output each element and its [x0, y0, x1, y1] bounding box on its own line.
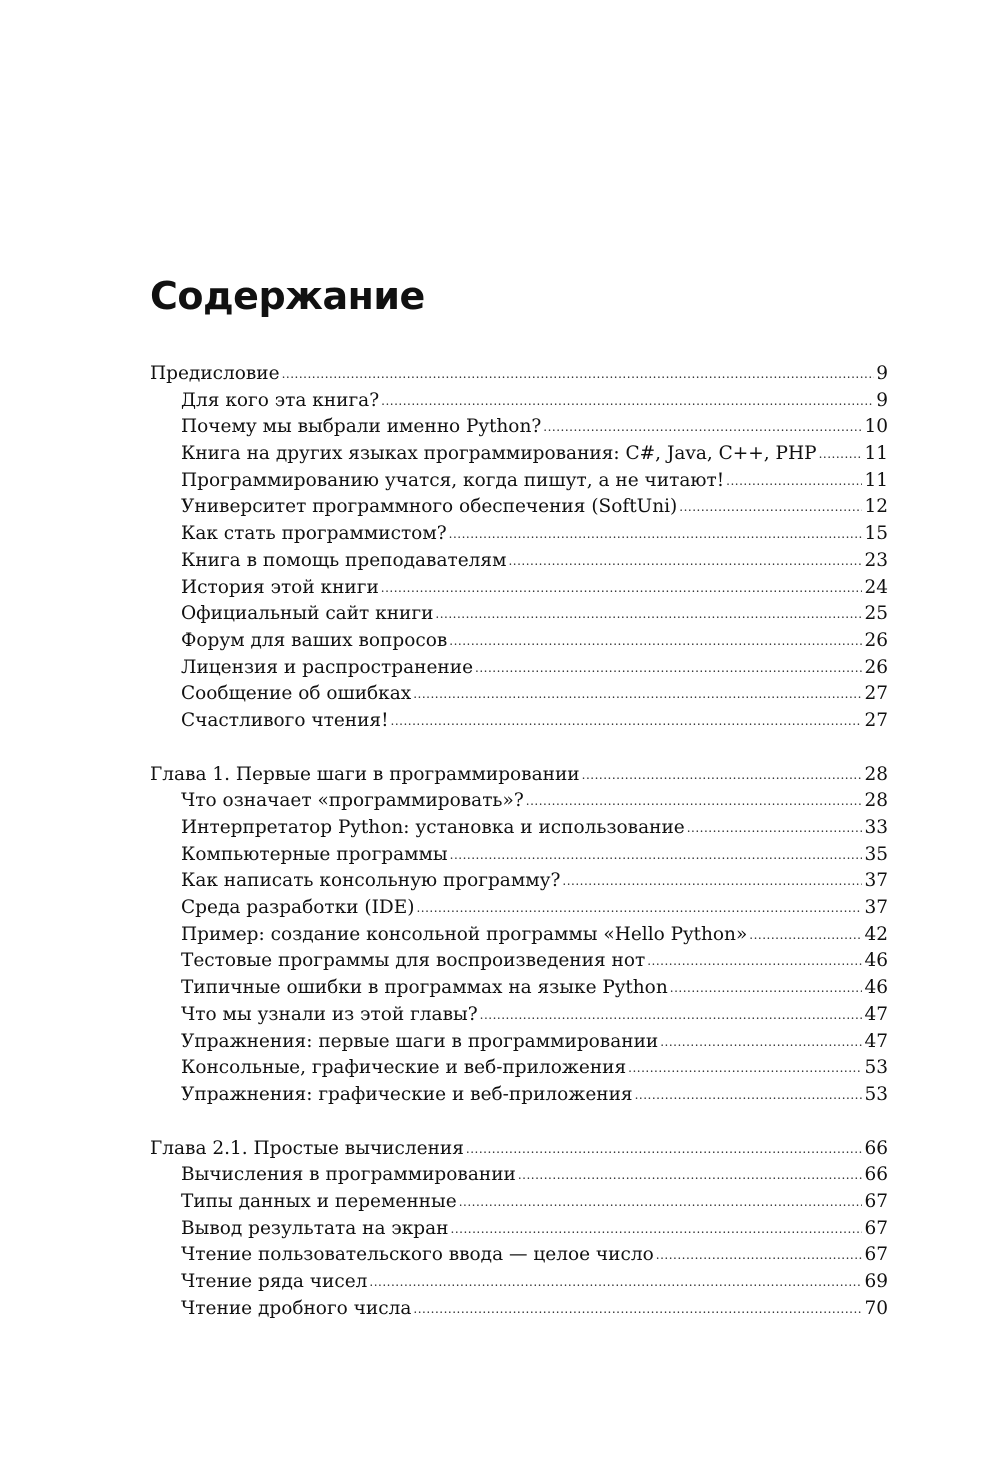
toc-entry-title: Компьютерные программы: [181, 843, 448, 865]
toc-entry[interactable]: [150, 1216, 888, 1243]
toc-entry[interactable]: [150, 521, 888, 548]
toc-entry-title: Чтение ряда чисел: [181, 1271, 368, 1292]
toc-entry[interactable]: [150, 628, 888, 655]
page-number: 67: [864, 1217, 888, 1239]
toc-entry[interactable]: [150, 1162, 888, 1189]
toc-entry-title: Тестовые программы для воспроизведения нот: [181, 950, 646, 972]
dot-leader: [416, 895, 862, 922]
toc-entry-title: Типы данных и переменные: [181, 1190, 457, 1212]
page-number: 67: [864, 1244, 888, 1266]
toc-entry-title: Университет программного обеспечения (SoftUni): [181, 496, 678, 518]
toc-entry-title: Книга на других языках программирования: C#, Java, C++, PHP: [181, 443, 817, 465]
toc-section: [150, 361, 888, 735]
toc-entry[interactable]: [150, 575, 888, 602]
toc-entry-title: Вывод результата на экран: [181, 1217, 449, 1239]
dot-leader: [369, 1269, 862, 1296]
dot-leader: [449, 521, 863, 548]
toc-entry[interactable]: [150, 601, 888, 628]
toc-entry-title: Как стать программистом?: [181, 523, 447, 545]
toc-entry-title: Официальный сайт книги: [181, 603, 434, 625]
page-number: 28: [864, 763, 888, 785]
dot-leader: [466, 1136, 863, 1163]
dot-leader: [508, 548, 862, 575]
page-number: 66: [864, 1137, 888, 1159]
toc-entry[interactable]: [150, 868, 888, 895]
toc-entry-title: Счастливого чтения!: [181, 709, 389, 731]
toc-entry[interactable]: [150, 975, 888, 1002]
page-number: 26: [864, 656, 888, 678]
dot-leader: [635, 1082, 863, 1109]
toc-entry-title: Почему мы выбрали именно Python?: [181, 416, 542, 438]
dot-leader: [726, 468, 862, 495]
page-number: 69: [864, 1271, 888, 1292]
page-number: 66: [864, 1164, 888, 1186]
page-number: 10: [864, 416, 888, 438]
page-number: 47: [864, 1030, 888, 1052]
toc-entry-title: Пример: создание консольной программы «Hello Python»: [181, 923, 748, 945]
toc-entry[interactable]: [150, 388, 888, 415]
page-number: 47: [864, 1003, 888, 1025]
toc-entry[interactable]: [150, 655, 888, 682]
page-title: Содержание: [150, 274, 425, 318]
toc-section: [150, 1136, 888, 1323]
toc-section: [150, 762, 888, 1109]
page-number: 15: [864, 523, 888, 545]
toc-entry[interactable]: [150, 788, 888, 815]
toc-entry[interactable]: [150, 548, 888, 575]
page-number: 9: [876, 363, 888, 384]
dot-leader: [381, 388, 874, 415]
toc-chapter-entry[interactable]: [150, 1136, 888, 1163]
dot-leader: [413, 1296, 862, 1323]
toc-entry-title: Что мы узнали из этой главы?: [181, 1003, 478, 1025]
dot-leader: [381, 575, 863, 602]
toc-entry[interactable]: [150, 1029, 888, 1056]
dot-leader: [656, 1242, 863, 1269]
toc-entry[interactable]: [150, 922, 888, 949]
dot-leader: [435, 601, 862, 628]
dot-leader: [451, 1216, 863, 1243]
page-number: 33: [864, 817, 888, 838]
toc-entry[interactable]: [150, 895, 888, 922]
page-number: 35: [864, 843, 888, 865]
toc-entry[interactable]: [150, 1242, 888, 1269]
toc-entry[interactable]: [150, 494, 888, 521]
dot-leader: [282, 361, 875, 388]
page-number: 46: [864, 977, 888, 999]
page-number: 27: [864, 683, 888, 705]
page-number: 53: [864, 1083, 888, 1105]
toc-entry-title: История этой книги: [181, 576, 379, 598]
dot-leader: [819, 441, 863, 468]
dot-leader: [449, 628, 862, 655]
toc-entry[interactable]: [150, 441, 888, 468]
toc-chapter-title: Глава 1. Первые шаги в программировании: [150, 763, 580, 785]
page-number: 23: [864, 549, 888, 571]
toc-entry[interactable]: [150, 948, 888, 975]
dot-leader: [562, 868, 862, 895]
dot-leader: [391, 708, 863, 735]
toc-entry-title: Среда разработки (IDE): [181, 897, 415, 919]
page-number: 27: [864, 709, 888, 731]
toc-entry[interactable]: [150, 414, 888, 441]
dot-leader: [450, 842, 863, 869]
dot-leader: [647, 948, 862, 975]
page-number: 11: [864, 443, 888, 465]
page-number: 12: [864, 496, 888, 518]
page-number: 26: [864, 629, 888, 651]
toc-entry[interactable]: [150, 1055, 888, 1082]
toc-entry[interactable]: [150, 468, 888, 495]
page-number: 9: [876, 389, 888, 411]
page-number: 25: [864, 603, 888, 625]
toc-entry[interactable]: [150, 1082, 888, 1109]
toc-entry[interactable]: [150, 708, 888, 735]
toc-entry-title: Вычисления в программировании: [181, 1164, 516, 1186]
toc-entry-title: Как написать консольную программу?: [181, 870, 561, 892]
toc-entry-title: Типичные ошибки в программах на языке Python: [181, 977, 668, 999]
toc-entry[interactable]: [150, 1189, 888, 1216]
toc-entry[interactable]: [150, 681, 888, 708]
page-number: 37: [864, 897, 888, 919]
toc-entry[interactable]: [150, 1269, 888, 1296]
page-number: 37: [864, 870, 888, 892]
toc-chapter-entry[interactable]: [150, 762, 888, 789]
page-number: 11: [864, 469, 888, 491]
page-number: 24: [864, 576, 888, 598]
toc-entry-title: Книга в помощь преподавателям: [181, 549, 507, 571]
toc-entry-title: Форум для ваших вопросов: [181, 629, 448, 651]
toc-entry-title: Лицензия и распространение: [181, 656, 474, 678]
toc-entry[interactable]: [150, 842, 888, 869]
dot-leader: [413, 681, 862, 708]
page-number: 70: [864, 1297, 888, 1319]
toc-entry[interactable]: [150, 1296, 888, 1323]
toc-entry-title: Чтение дробного числа: [181, 1297, 412, 1319]
dot-leader: [518, 1162, 863, 1189]
toc-entry[interactable]: [150, 1002, 888, 1029]
page-number: 28: [864, 790, 888, 812]
dot-leader: [628, 1055, 862, 1082]
dot-leader: [670, 975, 863, 1002]
dot-leader: [526, 788, 863, 815]
toc-entry-title: Для кого эта книга?: [181, 389, 380, 411]
toc-entry-title: Интерпретатор Python: установка и использование: [181, 817, 685, 838]
page-number: 67: [864, 1190, 888, 1212]
dot-leader: [582, 762, 863, 789]
dot-leader: [459, 1189, 863, 1216]
toc-chapter-title: Предисловие: [150, 363, 280, 384]
toc-entry-title: Сообщение об ошибках: [181, 683, 412, 705]
dot-leader: [749, 922, 862, 949]
page-number: 42: [864, 923, 888, 945]
toc-entry-title: Что означает «программировать»?: [181, 790, 524, 812]
toc-entry-title: Чтение пользовательского ввода — целое число: [181, 1244, 654, 1266]
toc-entry[interactable]: [150, 815, 888, 842]
toc-entry-title: Упражнения: первые шаги в программировании: [181, 1030, 659, 1052]
dot-leader: [679, 494, 862, 521]
dot-leader: [543, 414, 862, 441]
toc-chapter-title: Глава 2.1. Простые вычисления: [150, 1137, 464, 1159]
dot-leader: [687, 815, 863, 842]
toc-entry-title: Консольные, графические и веб-приложения: [181, 1057, 627, 1079]
dot-leader: [480, 1002, 863, 1029]
page-number: 46: [864, 950, 888, 972]
toc-entry-title: Программированию учатся, когда пишут, а не читают!: [181, 469, 725, 491]
dot-leader: [475, 655, 862, 682]
table-of-contents: [150, 361, 888, 1349]
toc-chapter-entry[interactable]: [150, 361, 888, 388]
dot-leader: [660, 1029, 862, 1056]
page-number: 53: [864, 1057, 888, 1079]
toc-entry-title: Упражнения: графические и веб-приложения: [181, 1083, 633, 1105]
